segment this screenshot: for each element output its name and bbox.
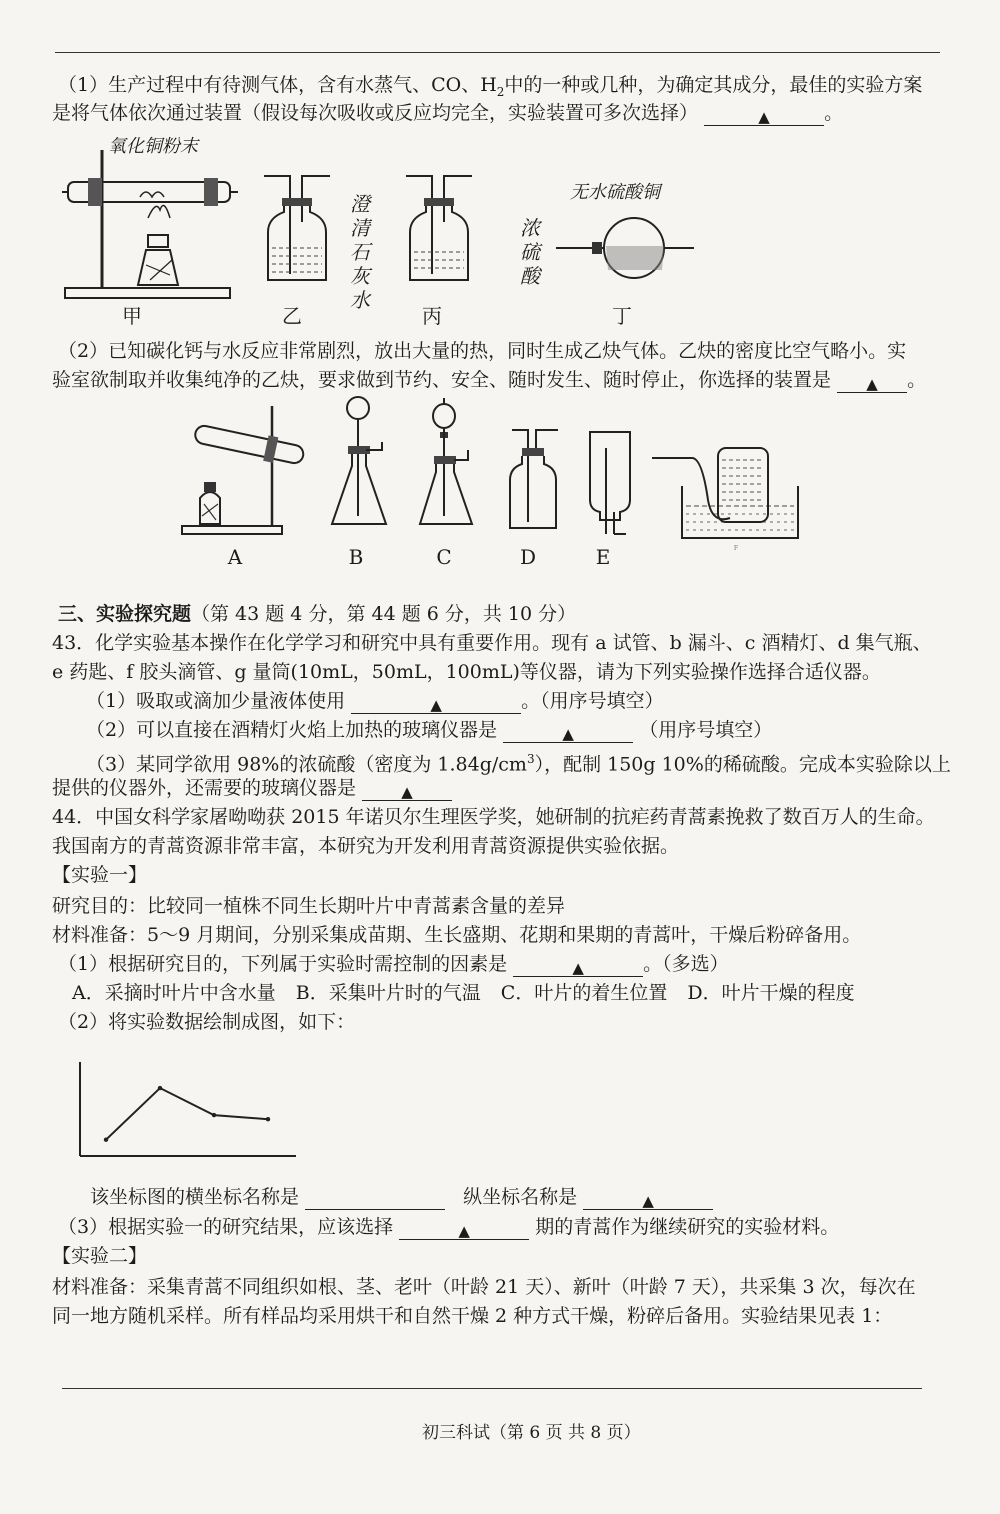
answer-blank[interactable]: ▲	[513, 954, 643, 977]
q44-part2: （2）将实验数据绘制成图，如下：	[58, 1011, 356, 1033]
apparatus-a-drawing	[180, 400, 320, 540]
answer-blank[interactable]: ▲	[704, 103, 824, 126]
apparatus-ding-drawing	[556, 212, 696, 282]
q43-sub2: （2）可以直接在酒精灯火焰上加热的玻璃仪器是 ▲ （用序号填空）	[86, 719, 773, 743]
apparatus-d-drawing	[504, 428, 564, 538]
data-point	[158, 1086, 162, 1090]
content-chart	[70, 1060, 310, 1160]
q1-line2: 是将气体依次通过装置（假设每次吸收或反应均完全，实验装置可多次选择） ▲ 。	[52, 102, 844, 126]
experiment-two-materials-2: 同一地方随机采样。所有样品均采用烘干和自然干燥 2 种方式干燥，粉碎后备用。实验结果见表 1：	[52, 1305, 893, 1327]
q44-line2: 我国南方的青蒿资源非常丰富，本研究为开发利用青蒿资源提供实验依据。	[52, 835, 680, 857]
apparatus-f-drawing	[652, 440, 802, 545]
answer-blank[interactable]	[305, 1187, 445, 1210]
label-jia: 甲	[122, 304, 142, 328]
option-d[interactable]: D．叶片干燥的程度	[687, 982, 855, 1004]
top-rule	[55, 52, 940, 53]
q44-options	[72, 980, 855, 1006]
page-footer: 初三科试（第 6 页 共 8 页）	[422, 1423, 641, 1443]
q43-sub3: （3）某同学欲用 98%的浓硫酸（密度为 $1.84g/cm^3$），配制 150g 10%的稀硫酸。完成本实验除以上	[86, 752, 951, 776]
label-ding: 丁	[612, 304, 632, 328]
apparatus-yi-drawing	[262, 172, 332, 287]
label-b: B	[348, 545, 364, 569]
apparatus-jia-drawing	[60, 140, 240, 310]
answer-blank[interactable]: ▲	[362, 778, 452, 801]
label-a: A	[227, 545, 243, 569]
answer-blank[interactable]: ▲	[583, 1187, 713, 1210]
option-c[interactable]: C．叶片的着生位置	[500, 982, 668, 1004]
research-purpose: 研究目的：比较同一植株不同生长期叶片中青蒿素含量的差异	[52, 895, 566, 917]
apparatus-b-drawing	[326, 396, 396, 536]
answer-blank[interactable]: ▲	[837, 370, 907, 393]
q2-line2: 验室欲制取并收集纯净的乙炔，要求做到节约、安全、随时发生、随时停止，你选择的装置是 ▲ 。	[52, 369, 927, 393]
q43-line1: 43．化学实验基本操作在化学学习和研究中具有重要作用。现有 a 试管、b 漏斗、c 酒精灯、d 集气瓶、	[52, 632, 932, 654]
material-prep: 材料准备：5～9 月期间，分别采集成苗期、生长盛期、花期和果期的青蒿叶，干燥后粉碎备用。	[52, 924, 862, 946]
data-point	[266, 1117, 270, 1121]
q43-sub3-cont: 提供的仪器外，还需要的玻璃仪器是 ▲	[52, 775, 452, 801]
bottom-rule	[62, 1388, 922, 1389]
label-d: D	[519, 545, 537, 569]
label-f: F	[733, 545, 739, 552]
q44-line1: 44．中国女科学家屠呦呦获 2015 年诺贝尔生理医学奖，她研制的抗疟药青蒿素挽救了数百万人的生命。	[52, 806, 935, 828]
data-point	[212, 1113, 216, 1117]
q43-sub1: （1）吸取或滴加少量液体使用 ▲ 。（用序号填空）	[86, 690, 664, 714]
label-e: E	[595, 545, 611, 569]
answer-blank[interactable]: ▲	[503, 720, 633, 743]
q1-line1: （1）生产过程中有待测气体，含有水蒸气、CO、$H_2$中的一种或几种，为确定其成分，最佳的实验方案	[58, 74, 923, 99]
experiment-two-materials-1: 材料准备：采集青蒿不同组织如根、茎、老叶（叶龄 21 天）、新叶（叶龄 7 天），共采集 3 次，每次在	[52, 1276, 916, 1298]
q44-part1: （1）根据研究目的，下列属于实验时需控制的因素是 ▲ 。（多选）	[58, 953, 729, 977]
label-yi: 乙	[282, 304, 302, 328]
experiment-two-heading: 【实验二】	[52, 1245, 148, 1267]
series-line	[106, 1088, 268, 1140]
label-c: C	[436, 545, 452, 569]
limewater-label: 澄清石灰水	[350, 192, 370, 312]
q44-part3: （3）根据实验一的研究结果，应该选择 ▲ 期的青蒿作为继续研究的实验材料。	[58, 1216, 840, 1240]
q2-line1: （2）已知碳化钙与水反应非常剧烈，放出大量的热，同时生成乙炔气体。乙炔的密度比空气略小。实	[58, 340, 907, 362]
option-a[interactable]: A．采摘时叶片中含水量	[72, 982, 276, 1004]
axis-question: 该坐标图的横坐标名称是 纵坐标名称是 ▲	[90, 1184, 713, 1210]
answer-blank[interactable]: ▲	[351, 691, 521, 714]
apparatus-c-drawing	[416, 396, 486, 536]
conc-sulfuric-acid-label: 浓硫酸	[520, 216, 540, 288]
apparatus-bing-drawing	[404, 172, 474, 287]
apparatus-e-drawing	[586, 428, 636, 540]
anhydrous-cuso4-label: 无水硫酸铜	[570, 182, 660, 203]
experiment-one-heading: 【实验一】	[52, 864, 148, 886]
data-point	[104, 1138, 108, 1142]
answer-blank[interactable]: ▲	[399, 1217, 529, 1240]
section3-heading: 三、实验探究题（第 43 题 4 分，第 44 题 6 分，共 10 分）	[58, 603, 577, 625]
cuo-powder-label: 氧化铜粉末	[108, 136, 198, 157]
label-bing: 丙	[422, 304, 442, 328]
q43-line2: e 药匙、f 胶头滴管、g 量筒(10mL，50mL，100mL)等仪器，请为下列实验操作选择合适仪器。	[52, 661, 881, 683]
option-b[interactable]: B．采集叶片时的气温	[295, 982, 481, 1004]
